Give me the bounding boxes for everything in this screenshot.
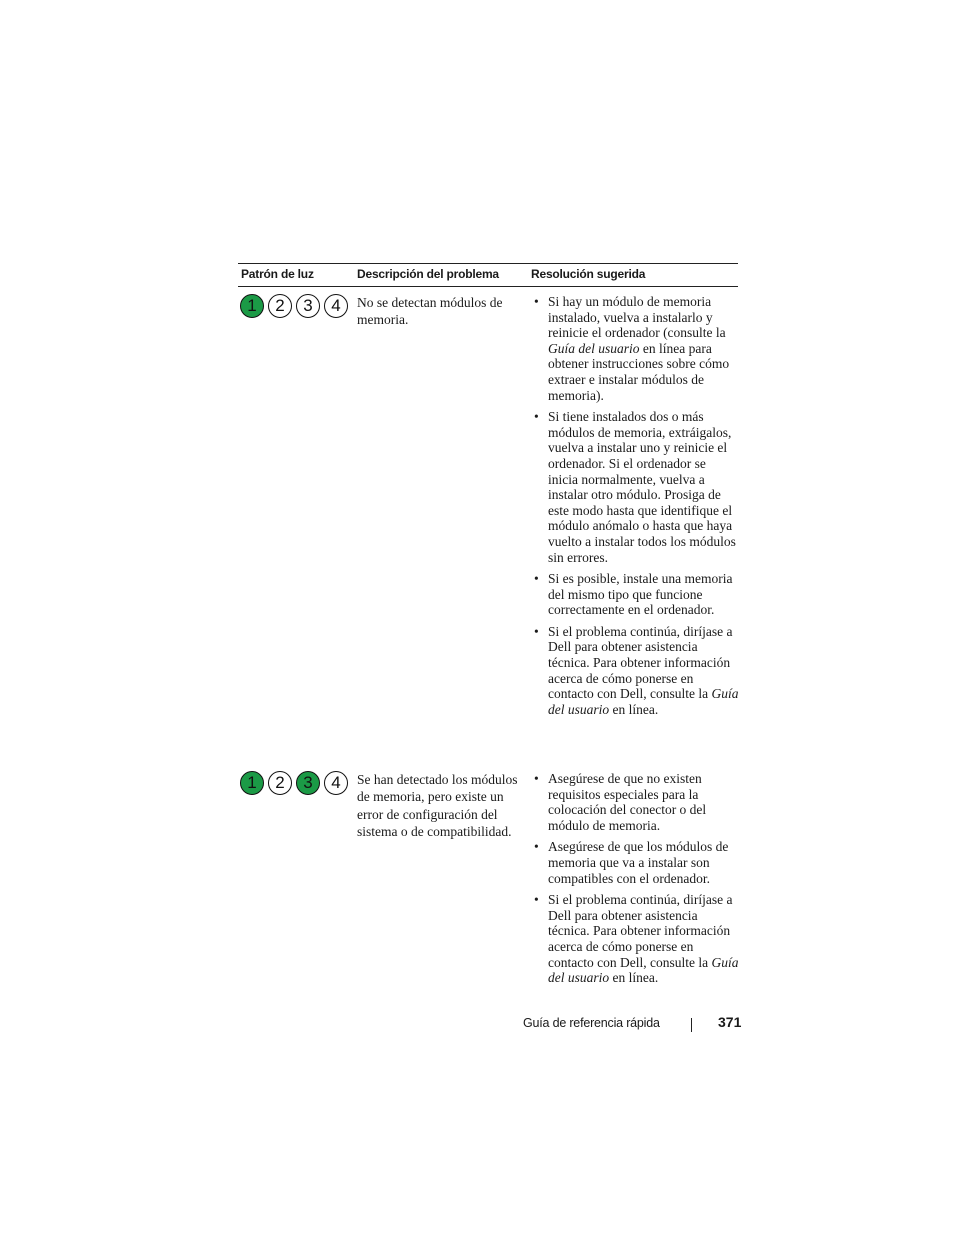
resolution-item: • Si es posible, instale una memoria del mismo tipo que funcione correctamente en el ordenador. xyxy=(531,571,739,618)
page-number: 371 xyxy=(718,1014,742,1030)
resolution-item: • Si hay un módulo de memoria instalado, vuelva a instalarlo y reinicie el ordenador (consulte la Guía del usuario en línea para obtener instrucciones sobre cómo extraer e instalar módulos de memoria). xyxy=(531,294,739,403)
resolution-item: • Si el problema continúa, diríjase a Dell para obtener asistencia técnica. Para obtener información acerca de cómo ponerse en contacto con Dell, consulte la Guía del usuario en línea. xyxy=(531,624,739,718)
resolution-list xyxy=(531,771,739,992)
diagnostic-light-2-icon: 2 xyxy=(268,294,292,318)
diagnostic-lights-table xyxy=(238,263,739,986)
diagnostic-light-2-icon: 2 xyxy=(268,771,292,795)
diagnostic-light-4-icon: 4 xyxy=(324,294,348,318)
diagnostic-light-4-icon: 4 xyxy=(324,771,348,795)
header-light-pattern: Patrón de luz xyxy=(241,267,314,281)
footer-document-title: Guía de referencia rápida xyxy=(523,1016,660,1030)
table-header xyxy=(238,263,738,287)
resolution-item: • Si tiene instalados dos o más módulos de memoria, extráigalos, vuelva a instalar uno y reinicie el ordenador. Si el ordenador se inicia normalmente, vuelva a instalar otro módulo. Prosiga de este modo hasta que identifique el módulo anómalo o hasta que haya vuelto a instalar todos los módulos sin errores. xyxy=(531,409,739,565)
resolution-list xyxy=(531,294,739,723)
footer-separator xyxy=(691,1018,692,1032)
diagnostic-light-1-icon: 1 xyxy=(240,294,264,318)
header-problem-description: Descripción del problema xyxy=(357,267,499,281)
header-suggested-resolution: Resolución sugerida xyxy=(531,267,646,281)
resolution-item: • Asegúrese de que no existen requisitos especiales para la colocación del conector o del módulo de memoria. xyxy=(531,771,739,833)
diagnostic-light-3-icon: 3 xyxy=(296,771,320,795)
resolution-item: • Asegúrese de que los módulos de memoria que va a instalar son compatibles con el ordenador. xyxy=(531,839,739,886)
diagnostic-light-3-icon: 3 xyxy=(296,294,320,318)
problem-description: No se detectan módulos de memoria. xyxy=(357,295,503,328)
resolution-item: • Si el problema continúa, diríjase a Dell para obtener asistencia técnica. Para obtener información acerca de cómo ponerse en contacto con Dell, consulte la Guía del usuario en línea. xyxy=(531,892,739,986)
diagnostic-light-1-icon: 1 xyxy=(240,771,264,795)
problem-description: Se han detectado los módulos de memoria, pero existe un error de configuración del sistema o de compatibilidad. xyxy=(357,772,518,840)
